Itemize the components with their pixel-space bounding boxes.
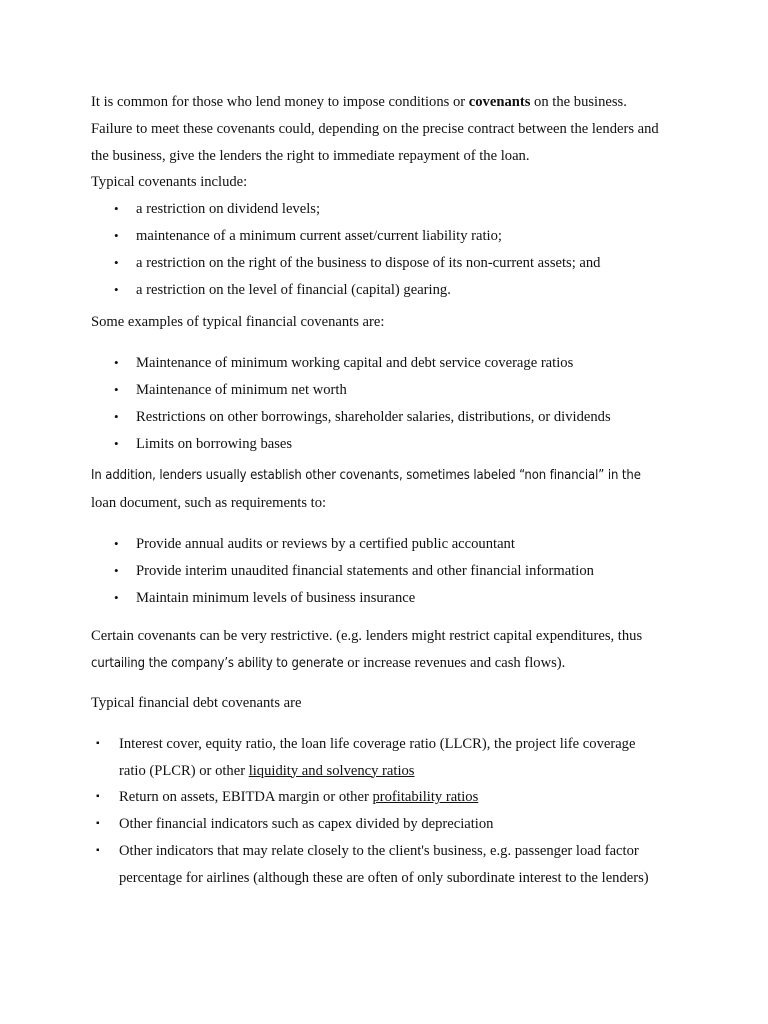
restrictive-line-2 [91, 650, 691, 678]
list-item [91, 558, 691, 585]
liquidity-solvency-link[interactable]: liquidity and solvency ratios [248, 762, 415, 779]
intro-line-4: Typical covenants include: [91, 174, 248, 191]
list-item-text: ratio (PLCR) or other [119, 762, 249, 779]
bullet-disc-icon: • [114, 227, 119, 243]
nonfinancial-list [91, 531, 691, 611]
list-item-text: Provide interim unaudited financial statements and other financial information [136, 562, 594, 579]
list-item [91, 784, 691, 811]
list-item [91, 731, 691, 785]
list-item [91, 250, 691, 277]
bullet-square-icon: ▪ [96, 844, 100, 856]
list-item-text: a restriction on the right of the business to dispose of its non-current assets; and [136, 254, 601, 271]
list-item-text: Other financial indicators such as capex divided by depreciation [119, 816, 494, 833]
list-item-text: Return on assets, EBITDA margin or other [119, 789, 373, 806]
list-item [91, 223, 691, 250]
examples-heading: Some examples of typical financial covenants are: [91, 314, 385, 331]
restrictive-text-alt: curtailing the company’s ability to generate [91, 656, 344, 672]
restrictive-line-1: Certain covenants can be very restrictive. (e.g. lenders might restrict capital expenditures, thus [91, 628, 643, 645]
list-item [91, 350, 691, 377]
bullet-disc-icon: • [114, 535, 119, 551]
list-item [91, 811, 691, 838]
restrictive-text-rest: or increase revenues and cash flows). [343, 655, 566, 672]
list-item-text: a restriction on the level of financial (capital) gearing. [136, 281, 451, 298]
list-item-text: Limits on borrowing bases [136, 435, 293, 452]
list-item-text: Maintenance of minimum working capital and debt service coverage ratios [136, 355, 574, 372]
debt-heading: Typical financial debt covenants are [91, 694, 302, 711]
bullet-square-icon: ▪ [96, 791, 100, 803]
list-item [91, 585, 691, 612]
list-item-text: Provide annual audits or reviews by a certified public accountant [136, 535, 515, 552]
intro-line-3: the business, give the lenders the right to immediate repayment of the loan. [91, 147, 530, 164]
list-item [91, 838, 691, 892]
list-item [91, 377, 691, 404]
bullet-disc-icon: • [114, 355, 119, 371]
list-item-text: Maintenance of minimum net worth [136, 381, 347, 398]
bullet-disc-icon: • [114, 562, 119, 578]
typical-covenants-list [91, 196, 691, 303]
bullet-disc-icon: • [114, 201, 119, 217]
intro-line-1 [91, 89, 691, 116]
financial-examples-list [91, 350, 691, 457]
document-body [91, 89, 691, 892]
list-item-text: percentage for airlines (although these are often of only subordinate interest to the lenders) [119, 869, 649, 886]
bullet-square-icon: ▪ [96, 818, 100, 830]
debt-covenants-list [91, 731, 691, 892]
list-item [91, 531, 691, 558]
list-item-text: Other indicators that may relate closely to the client's business, e.g. passenger load factor [119, 842, 639, 859]
intro-text: It is common for those who lend money to impose conditions or [91, 94, 469, 110]
list-item-text: Restrictions on other borrowings, shareholder salaries, distributions, or dividends [136, 408, 611, 425]
bullet-square-icon: ▪ [96, 737, 100, 749]
covenants-bold-term: covenants [468, 94, 531, 110]
list-item [91, 196, 691, 223]
bullet-disc-icon: • [114, 281, 119, 297]
list-item-text: maintenance of a minimum current asset/current liability ratio; [136, 227, 502, 244]
bullet-disc-icon: • [114, 254, 119, 270]
bullet-disc-icon: • [114, 381, 119, 397]
list-item-text: Interest cover, equity ratio, the loan life coverage ratio (LLCR), the project life coverage [119, 735, 636, 752]
profitability-ratios-link[interactable]: profitability ratios [372, 789, 479, 806]
nonfinancial-intro-line-2: loan document, such as requirements to: [91, 495, 327, 512]
intro-text-end: on the business. [530, 94, 627, 110]
list-item-text: Maintain minimum levels of business insurance [136, 589, 416, 606]
bullet-disc-icon: • [114, 589, 119, 605]
list-item [91, 431, 691, 458]
list-item [91, 404, 691, 431]
bullet-disc-icon: • [114, 408, 119, 424]
list-item [91, 277, 691, 304]
nonfinancial-intro-line-1: In addition, lenders usually establish other covenants, sometimes labeled “non financial” in the [91, 468, 641, 484]
bullet-disc-icon: • [114, 435, 119, 451]
intro-line-2: Failure to meet these covenants could, depending on the precise contract between the lenders and [91, 120, 659, 137]
list-item-text: a restriction on dividend levels; [136, 201, 320, 218]
